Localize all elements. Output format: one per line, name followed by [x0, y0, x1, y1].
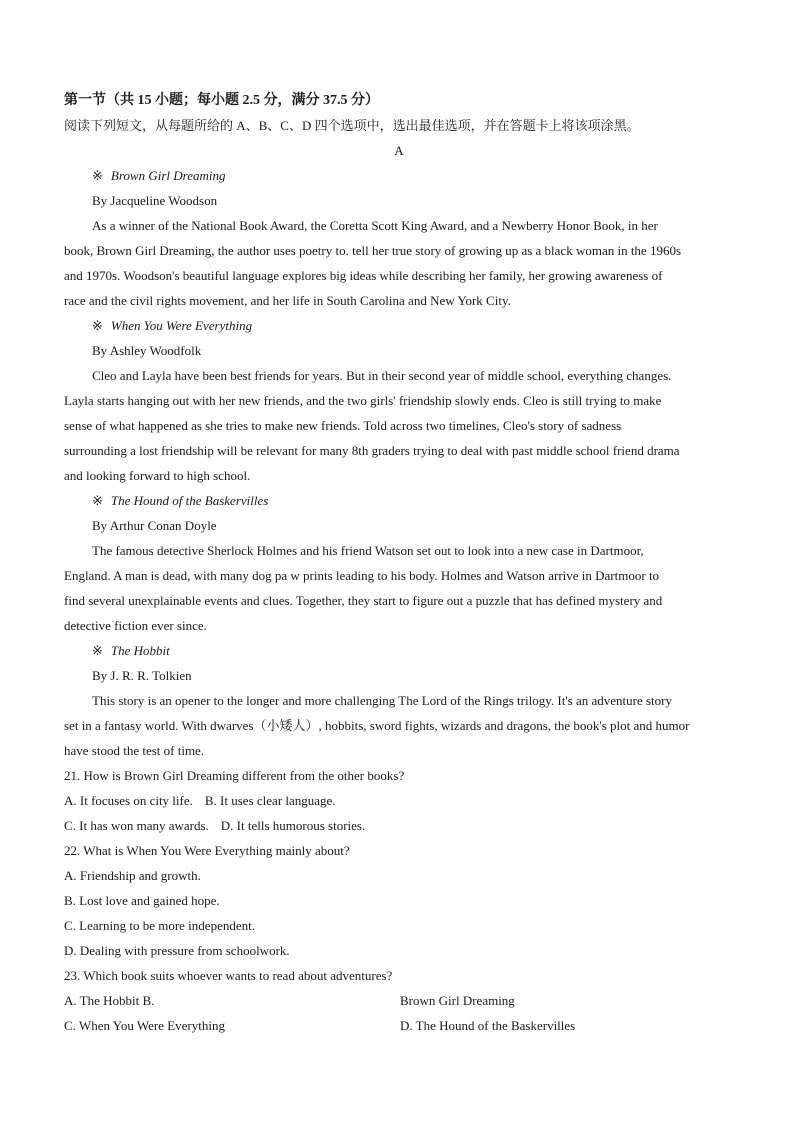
question-stem: 23. Which book suits whoever wants to read about adventures?	[64, 968, 393, 983]
book-description-line: have stood the test of time.	[64, 743, 205, 758]
book-description-line: Layla starts hanging out with her new friends, and the two girls' friendship slowly ends. Cleo is still trying to make	[64, 393, 662, 408]
book-description-line: England. A man is dead, with many dog pa w prints leading to his body. Holmes and Watson arrive in Dartmoor to	[64, 568, 660, 583]
book-description-line: surrounding a lost friendship will be relevant for many 8th graders trying to deal with past middle school friend drama	[64, 443, 680, 458]
book-description-line: Cleo and Layla have been best friends for years. But in their second year of middle school, everything changes.	[92, 368, 672, 383]
book-title-row	[64, 163, 734, 188]
book-title: When You Were Everything	[110, 318, 253, 333]
reference-mark: ※	[92, 318, 103, 333]
book-description-line: book, Brown Girl Dreaming, the author uses poetry to. tell her true story of growing up as a black woman in the 1960s	[64, 243, 682, 258]
option-row	[64, 788, 734, 813]
book-title-row	[64, 313, 734, 338]
book-description-line: find several unexplainable events and clues. Together, they start to figure out a puzzle that has defined mystery and	[64, 593, 663, 608]
option-row	[64, 1013, 734, 1038]
book-description-line: detective fiction ever since.	[64, 618, 207, 633]
book-description-line: The famous detective Sherlock Holmes and his friend Watson set out to look into a new case in Dartmoor,	[92, 543, 644, 558]
book-description-line: set in a fantasy world. With dwarves（小矮人）, hobbits, sword fights, wizards and dragons, the book's plot and humor	[64, 718, 690, 733]
book-description-line: sense of what happened as she tries to make new friends. Told across two timelines, Cleo's story of sadness	[64, 418, 622, 433]
book-title-row	[64, 488, 734, 513]
section-heading: 第一节（共 15 小题；每小题 2.5 分，满分 37.5 分）	[64, 93, 379, 108]
option-row	[64, 988, 734, 1013]
exam-page	[64, 88, 734, 1038]
option-a[interactable]: A. The Hobbit B.	[64, 993, 155, 1008]
reference-mark: ※	[92, 168, 103, 183]
book-author: By Jacqueline Woodson	[92, 193, 218, 208]
book-description-line: race and the civil rights movement, and her life in South Carolina and New York City.	[64, 293, 511, 308]
option-a[interactable]: A. It focuses on city life.	[64, 793, 193, 808]
book-description-line: and looking forward to high school.	[64, 468, 251, 483]
option-b[interactable]: B. Lost love and gained hope.	[64, 893, 220, 908]
option-c[interactable]: C. When You Were Everything	[64, 1018, 225, 1033]
section-instructions: 阅读下列短文，从每题所给的 A、B、C、D 四个选项中，选出最佳选项，并在答题卡上将该项涂黑。	[64, 118, 640, 133]
option-d[interactable]: D. The Hound of the Baskervilles	[400, 1018, 576, 1033]
book-title: Brown Girl Dreaming	[110, 168, 226, 183]
option-a[interactable]: A. Friendship and growth.	[64, 868, 201, 883]
book-author: By Arthur Conan Doyle	[92, 518, 217, 533]
reference-mark: ※	[92, 493, 103, 508]
option-b[interactable]: B. It uses clear language.	[204, 793, 336, 808]
option-b[interactable]: Brown Girl Dreaming	[400, 993, 515, 1008]
option-d[interactable]: D. It tells humorous stories.	[220, 818, 366, 833]
book-description-line: As a winner of the National Book Award, the Coretta Scott King Award, and a Newberry Honor Book, in her	[92, 218, 658, 233]
book-author: By Ashley Woodfolk	[92, 343, 202, 358]
question-stem: 21. How is Brown Girl Dreaming different from the other books?	[64, 768, 405, 783]
option-d[interactable]: D. Dealing with pressure from schoolwork.	[64, 943, 290, 958]
book-description-line: and 1970s. Woodson's beautiful language explores big ideas while describing her family, her growing awareness of	[64, 268, 663, 283]
book-title: The Hound of the Baskervilles	[110, 493, 269, 508]
book-title: The Hobbit	[110, 643, 170, 658]
question-stem: 22. What is When You Were Everything mainly about?	[64, 843, 350, 858]
option-c[interactable]: C. Learning to be more independent.	[64, 918, 255, 933]
book-description-line: This story is an opener to the longer and more challenging The Lord of the Rings trilogy. It's an adventure story	[92, 693, 672, 708]
option-c[interactable]: C. It has won many awards.	[64, 818, 209, 833]
passage-label: A	[394, 143, 404, 158]
option-row	[64, 813, 734, 838]
book-author: By J. R. R. Tolkien	[92, 668, 192, 683]
book-title-row	[64, 638, 734, 663]
reference-mark: ※	[92, 643, 103, 658]
